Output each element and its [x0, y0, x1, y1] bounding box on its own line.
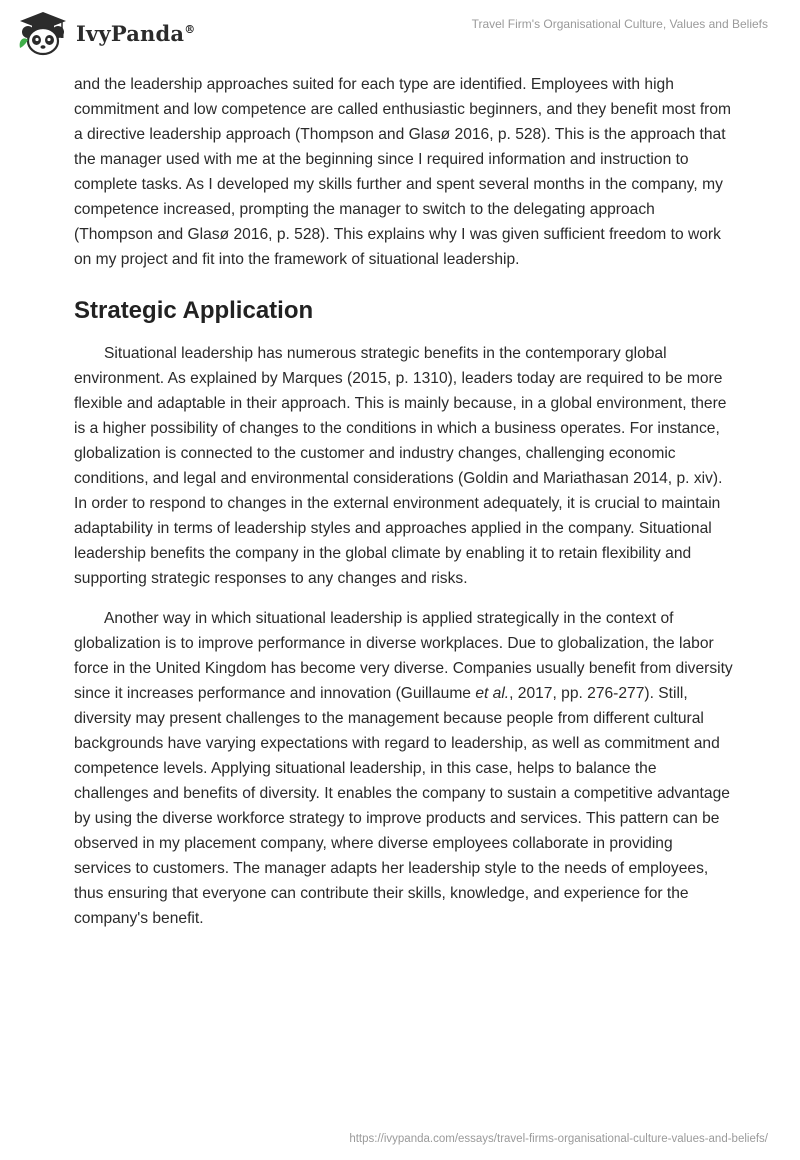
paragraph-continuation: and the leadership approaches suited for each type are identified. Employees with high commitment and low competence are called enthusiastic beginners, and they benefit most from a directive leadership approach (Thompson and Glasø 2016, p. 528). This is the approach that the manager used with me at the beginning since I required information and instruction to complete tasks. As I developed my skills further and spent several months in the company, my competence increased, prompting the manager to switch to the delegating approach (Thompson and Glasø 2016, p. 528). This explains why I was given sufficient freedom to work on my project and fit into the framework of situational leadership. — [74, 76, 732, 268]
panda-graduate-icon — [16, 10, 70, 56]
paragraph-strategic-benefits: Situational leadership has numerous strategic benefits in the contemporary global environment. As explained by Marques (2015, p. 1310), leaders today are required to be more flexible and adaptable in their approach. This is mainly because, in a global environment, there is a higher possibility of changes to the conditions in which a business operates. For instance, globalization is connected to the customer and industry changes, challenging economic conditions, and legal and environmental considerations (Goldin and Mariathasan 2014, p. xiv). In order to respond to changes in the external environment adequately, it is crucial to maintain adaptability in terms of leadership styles and approaches applied in the company. Situational leadership benefits the company in the global climate by enabling it to retain flexibility and supporting strategic responses to any changes and risks. — [74, 345, 727, 587]
paragraph-text-start: Another way in which situational leadership is applied strategically in the context of globalization is to improve performance in diverse workplaces. Due to globalization, the labor force in the United Kingdom has become very diverse. Companies usually benefit from diversity since it increases performance and innovation (Guillaume — [74, 610, 733, 702]
essay-content — [74, 72, 734, 946]
section-heading: Strategic Application — [74, 297, 314, 324]
document-title: Travel Firm's Organisational Culture, Values and Beliefs — [471, 17, 768, 31]
paragraph-diverse-workplaces — [74, 606, 734, 931]
brand-logo[interactable] — [16, 10, 195, 56]
page-header — [0, 0, 800, 70]
paragraph-text-end: , 2017, pp. 276-277). Still, diversity may present challenges to the management because people from different cultural backgrounds have varying expectations with regard to leadership, as well as commitment and competence levels. Applying situational leadership, in this case, helps to balance the challenges and benefits of diversity. It enables the company to sustain a competitive advantage by using the diverse workforce strategy to improve products and services. This pattern can be observed in my placement company, where diverse employees collaborate in providing services to customers. The manager adapts her leadership style to the needs of employees, thus ensuring that everyone can contribute their skills, knowledge, and experience for the company's benefit. — [74, 685, 730, 927]
brand-name: IvyPanda® — [76, 20, 196, 46]
source-url[interactable]: https://ivypanda.com/essays/travel-firms-organisational-culture-values-and-beliefs/ — [349, 1133, 768, 1145]
citation-italic: et al. — [475, 685, 510, 702]
